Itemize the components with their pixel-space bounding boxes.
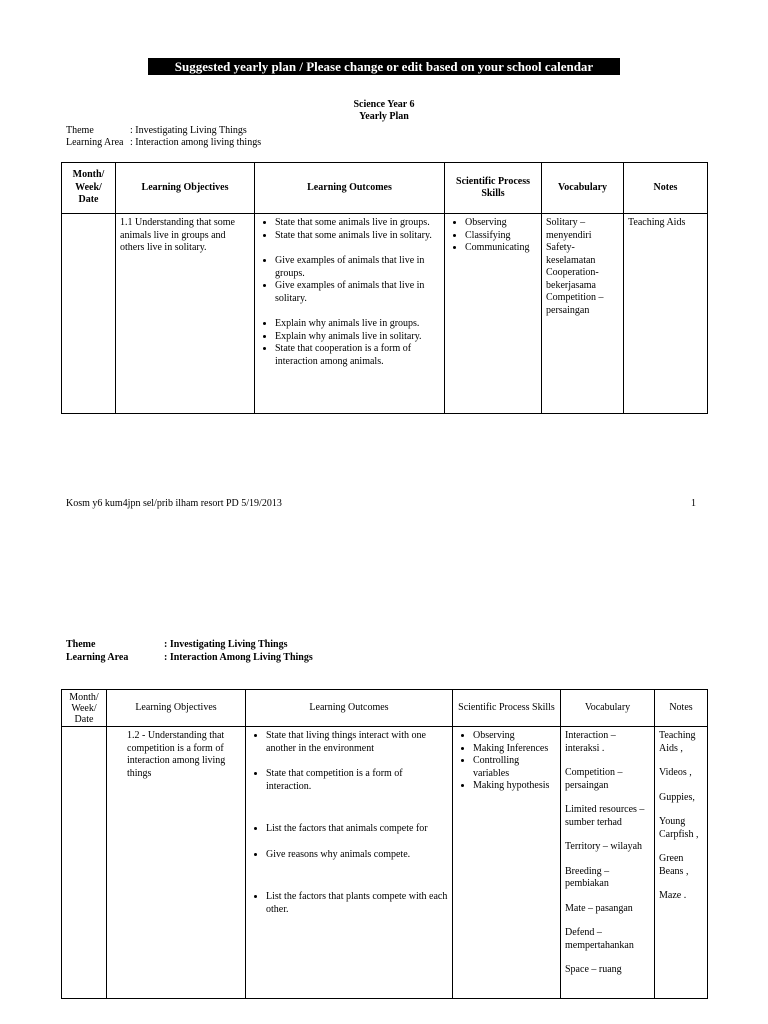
footer-text: Kosm y6 kum4jpn sel/prib ilham resort PD 5/19/2013 [66, 498, 282, 509]
vocab-item: Space – ruang [565, 964, 622, 975]
skill-item: • Communicating [465, 242, 537, 255]
note-item: Teaching Aids , [659, 730, 696, 754]
vocab-item: Limited resources – sumber terhad [565, 804, 645, 828]
note-item: Videos , [659, 767, 692, 778]
header-outcomes: Learning Outcomes [246, 690, 453, 727]
note-item: Guppies, [659, 791, 695, 803]
skill-item: • Classifying [465, 230, 537, 243]
header-notes: Notes [655, 690, 708, 727]
cell-month [62, 214, 116, 414]
note-item: Young Carpfish , [659, 816, 699, 840]
theme-key: Theme [66, 125, 94, 136]
cell-notes [655, 727, 708, 999]
vocab-item: Breeding – pembiakan [565, 865, 610, 889]
learning-area-line [66, 137, 261, 148]
cell-vocabulary [542, 214, 624, 414]
header-outcomes: Learning Outcomes [255, 163, 445, 214]
outcome-item: • State that some animals live in groups. [275, 217, 440, 230]
cell-notes: Teaching Aids [624, 214, 708, 414]
yearly-plan-table-2 [61, 689, 708, 999]
cell-objective: 1.1 Understanding that some animals live in groups and others live in solitary. [116, 214, 255, 414]
table-row [62, 727, 708, 999]
theme-line [66, 125, 247, 136]
cell-outcomes [255, 214, 445, 414]
vocab-item: Territory – wilayah [565, 841, 643, 852]
header-skills: Scientific Process Skills [453, 690, 561, 727]
skill-item: • Controlling variables [473, 755, 556, 780]
vocab-item: Safety- keselamatan [546, 242, 596, 266]
vocab-item: Competition – persaingan [565, 767, 623, 791]
learning-area-value: : Interaction among living things [130, 137, 262, 148]
learning-area-key: Learning Area [66, 137, 124, 148]
theme-value-2: : Investigating Living Things [164, 639, 288, 650]
outcome-item: • List the factors that plants compete with each other. [266, 891, 448, 916]
header-month: Month/ Week/ Date [62, 163, 116, 214]
skill-item: • Observing [465, 217, 537, 230]
learning-area-value-2: : Interaction Among Living Things [164, 652, 313, 663]
header-notes: Notes [624, 163, 708, 214]
header-month: Month/ Week/ Date [62, 690, 107, 727]
outcome-item: • State that competition is a form of interaction. [266, 768, 448, 793]
theme-line-2 [66, 639, 287, 650]
vocab-item: Solitary – menyendiri [546, 217, 592, 241]
note-item: Green Beans , [659, 853, 689, 877]
header-vocabulary: Vocabulary [561, 690, 655, 727]
page-number: 1 [691, 498, 696, 509]
vocab-item: Interaction – interaksi . [565, 730, 616, 754]
vocab-item: Mate – pasangan [565, 902, 633, 914]
yearly-plan-table-1 [61, 162, 708, 414]
outcome-item: • Give reasons why animals compete. [266, 849, 448, 862]
table-header-row [62, 163, 708, 214]
header-objectives: Learning Objectives [116, 163, 255, 214]
outcome-item: • Give examples of animals that live in groups. [275, 255, 440, 280]
table-row [62, 214, 708, 414]
header-objectives: Learning Objectives [107, 690, 246, 727]
page-footer [66, 498, 696, 509]
outcome-item: • List the factors that animals compete for [266, 823, 448, 836]
theme-key-2: Theme [66, 639, 96, 650]
cell-skills [453, 727, 561, 999]
outcome-item: • Give examples of animals that live in solitary. [275, 280, 440, 305]
skill-item: • Making Inferences [473, 743, 556, 756]
doc-title-line2: Yearly Plan [359, 111, 409, 122]
vocab-item: Cooperation- bekerjasama [546, 267, 599, 291]
cell-month [62, 727, 107, 999]
outcome-item: • State that some animals live in solitary. [275, 230, 440, 243]
outcome-item: • State that cooperation is a form of interaction among animals. [275, 343, 440, 368]
skill-item: • Observing [473, 730, 556, 743]
cell-skills [445, 214, 542, 414]
vocab-item: Competition – persaingan [546, 292, 604, 316]
note-item: Maze . [659, 890, 687, 901]
learning-area-line-2 [66, 652, 313, 663]
header-vocabulary: Vocabulary [542, 163, 624, 214]
theme-value: : Investigating Living Things [130, 125, 247, 136]
cell-objective: 1.2 - Understanding that competition is a form of interaction among living things [107, 727, 246, 999]
outcome-item: • State that living things interact with one another in the environment [266, 730, 448, 755]
outcome-item: • Explain why animals live in groups. [275, 318, 440, 331]
header-skills: Scientific Process Skills [445, 163, 542, 214]
cell-vocabulary [561, 727, 655, 999]
outcome-item: • Explain why animals live in solitary. [275, 331, 440, 344]
vocab-item: Defend – mempertahankan [565, 927, 634, 951]
skill-item: • Making hypothesis [473, 780, 556, 793]
doc-title-line1: Science Year 6 [353, 99, 415, 110]
plan-banner: Suggested yearly plan / Please change or edit based on your school calendar [148, 58, 620, 75]
table-header-row [62, 690, 708, 727]
cell-outcomes [246, 727, 453, 999]
learning-area-key-2: Learning Area [66, 652, 129, 663]
